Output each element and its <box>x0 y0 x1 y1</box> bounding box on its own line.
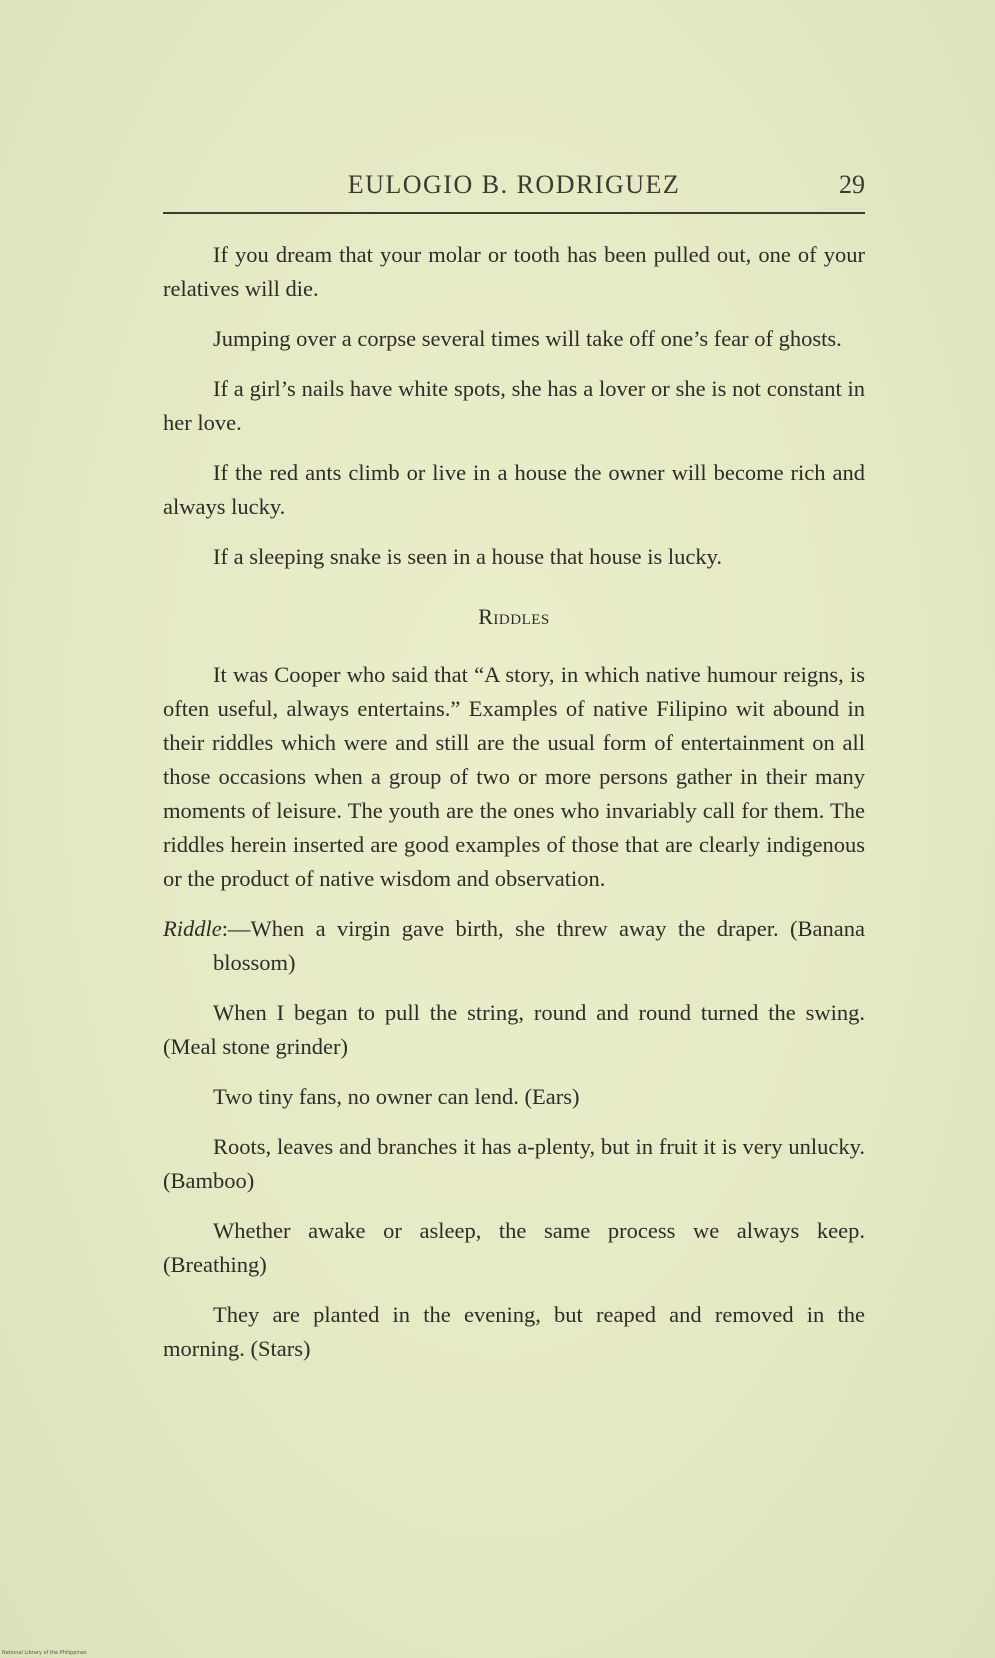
header-rule <box>163 212 865 214</box>
page-number: 29 <box>839 170 865 199</box>
riddle-item: Two tiny fans, no owner can lend. (Ears) <box>213 1084 580 1109</box>
running-head <box>163 168 865 208</box>
paragraph: If the red ants climb or live in a house the owner will become rich and always lucky. <box>163 460 865 519</box>
riddle-item: When I began to pull the string, round and round turned the swing. (Meal stone grinder) <box>163 1000 865 1059</box>
paragraph: If a girl’s nails have white spots, she has a lover or she is not constant in her love. <box>163 376 865 435</box>
library-watermark: National Library of the Philippines <box>2 1650 87 1656</box>
section-heading-text: Riddles <box>478 604 550 629</box>
riddle-item: They are planted in the evening, but reaped and removed in the morning. (Stars) <box>163 1302 865 1361</box>
paragraph: If you dream that your molar or tooth has been pulled out, one of your relatives will die. <box>163 242 865 301</box>
riddle-item: Whether awake or asleep, the same process we always keep. (Breathing) <box>163 1218 865 1277</box>
paragraph: Jumping over a corpse several times will take off one’s fear of ghosts. <box>213 326 842 351</box>
intro-paragraph: It was Cooper who said that “A story, in which native humour reigns, is often useful, always entertains.” Examples of native Filipino wit abound in their riddles which were and still are the usual form of entertainment on all those occasions when a group of two or more persons gather in their many moments of leisure. The youth are the ones who invariably call for them. The riddles herein inserted are good examples of those that are clearly indigenous or the product of native wisdom and observation. <box>163 662 865 891</box>
paragraph: If a sleeping snake is seen in a house that house is lucky. <box>213 544 723 569</box>
riddle-lead-text: :—When a virgin gave birth, she threw away the draper. (Banana blossom) <box>213 916 865 975</box>
riddle-label: Riddle <box>163 916 222 941</box>
section-heading <box>163 600 865 634</box>
riddle-lead <box>163 912 865 980</box>
body-text <box>163 238 865 1382</box>
running-title: EULOGIO B. RODRIGUEZ <box>347 170 681 199</box>
riddle-item: Roots, leaves and branches it has a-plenty, but in fruit it is very unlucky. (Bamboo) <box>163 1134 865 1193</box>
